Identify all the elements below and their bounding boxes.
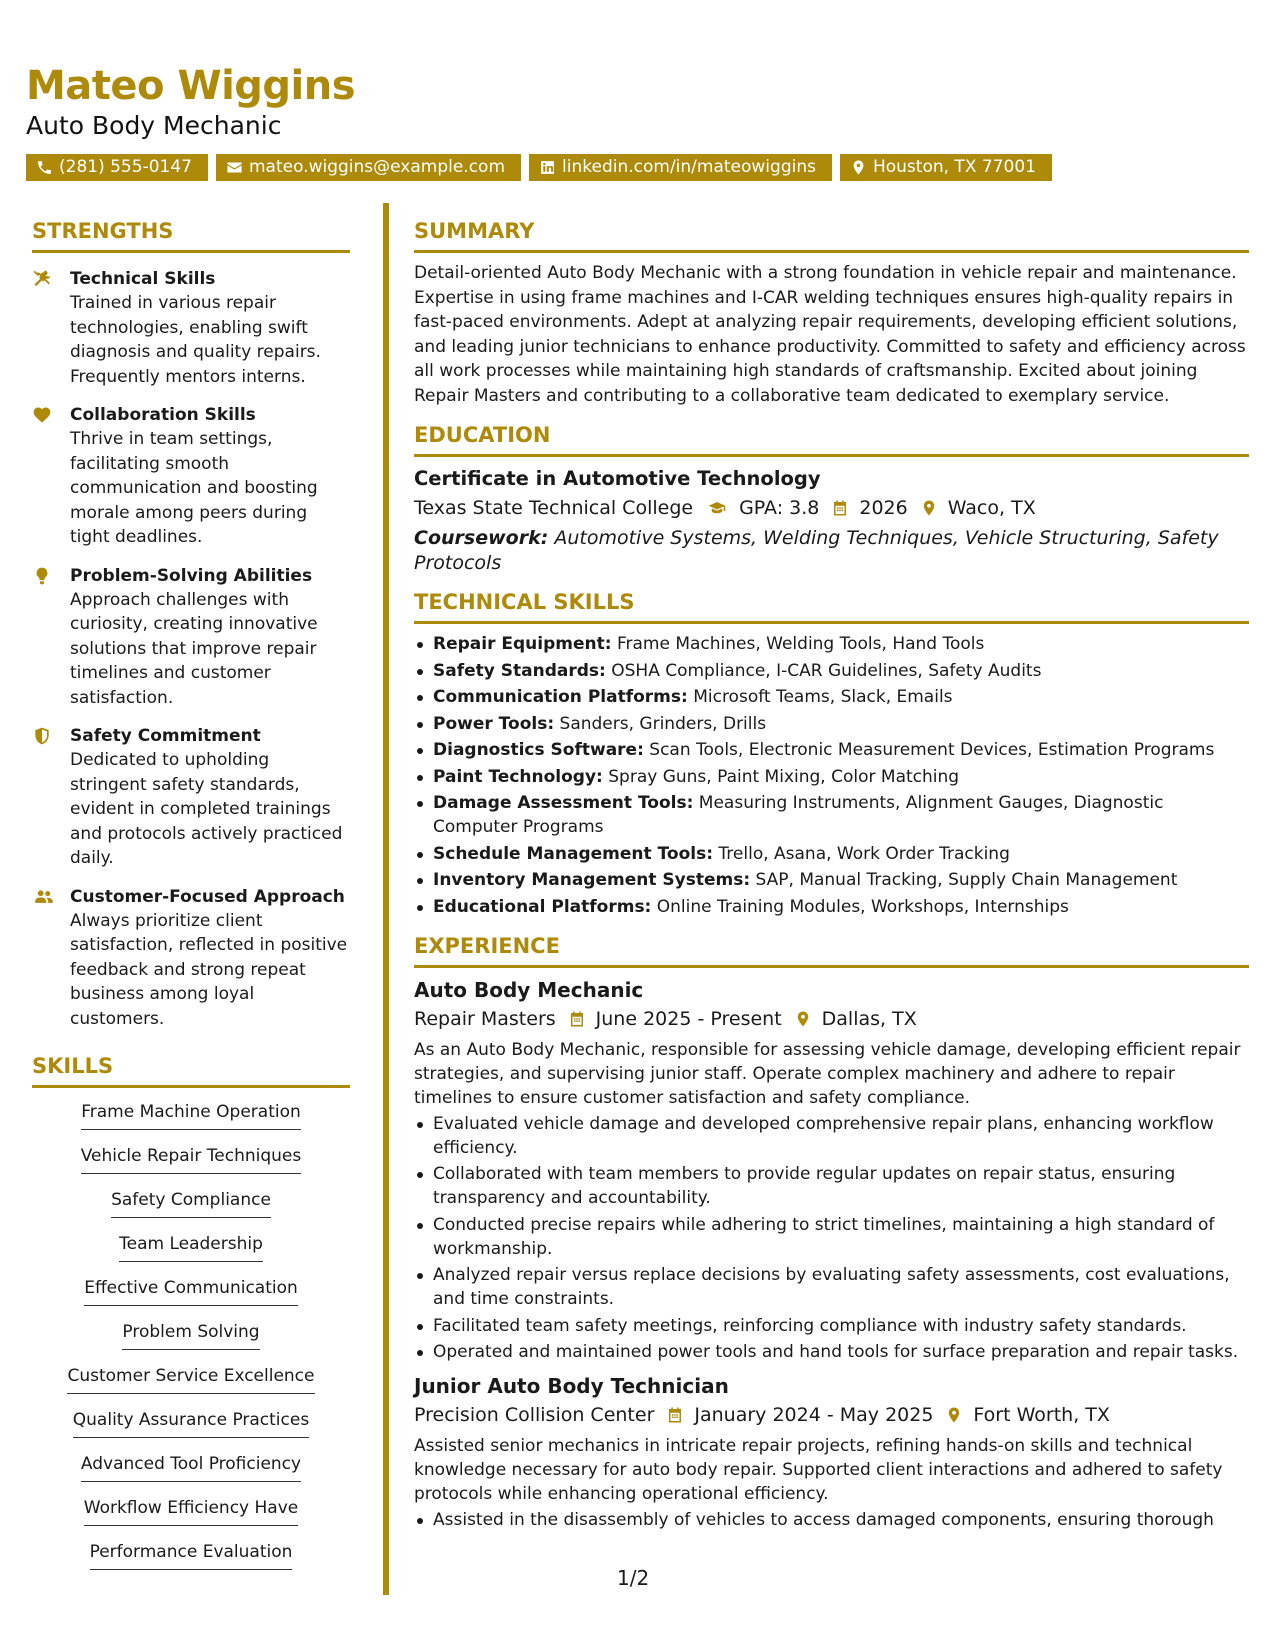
contact-location-text: Houston, TX 77001	[872, 157, 1036, 177]
job-meta	[414, 1400, 1249, 1430]
contact-location	[840, 154, 1052, 181]
contact-email-text: mateo.wiggins@example.com	[248, 157, 506, 177]
job-meta	[414, 1004, 1249, 1034]
school-name-text: Texas State Technical College	[414, 497, 694, 519]
left-column	[32, 218, 350, 1584]
strengths-section	[32, 218, 350, 1031]
skill-tag: Frame Machine Operation	[81, 1100, 301, 1130]
coursework-label: Coursework:	[414, 527, 549, 549]
tech-label: Educational Platforms:	[433, 896, 652, 917]
job-bullets	[414, 1508, 1249, 1532]
graduation-year	[831, 493, 907, 523]
list-item: Assisted in the disassembly of vehicles to access damaged components, ensuring thorough	[414, 1508, 1249, 1532]
skill-tag: Problem Solving	[122, 1320, 259, 1350]
job-description: Assisted senior mechanics in intricate repair projects, refining hands-on skills and technical knowledge necessary for auto body repair. Supported client interactions and adhered to safety protocols while enhancing operational efficiency.	[414, 1436, 1223, 1504]
contact-linkedin-text: linkedin.com/in/mateowiggins	[562, 157, 816, 177]
linkedin-icon	[539, 159, 556, 176]
calendar-icon	[568, 1010, 586, 1028]
strength-title: Customer-Focused Approach	[70, 886, 345, 907]
job-dates	[568, 1004, 782, 1034]
tech-value: Microsoft Teams, Slack, Emails	[693, 687, 953, 707]
list-item	[414, 632, 1249, 656]
resume-header	[26, 62, 1256, 181]
contact-linkedin[interactable]	[529, 154, 832, 181]
tech-value: Trello, Asana, Work Order Tracking	[718, 843, 1010, 864]
users-icon	[32, 887, 56, 907]
tools-icon	[32, 269, 52, 289]
job-bullets	[414, 1112, 1249, 1365]
skills-section	[32, 1053, 350, 1584]
job-entry	[414, 976, 1249, 1365]
company-name	[414, 1400, 654, 1430]
tech-value: Online Training Modules, Workshops, Internships	[656, 896, 1069, 917]
list-item	[414, 738, 1249, 762]
column-divider	[383, 203, 389, 1595]
list-item: Conducted precise repairs while adhering to strict timelines, maintaining a high standard of workmanship.	[414, 1213, 1249, 1261]
strengths-heading: STRENGTHS	[32, 218, 350, 253]
company-text: Precision Collision Center	[414, 1404, 655, 1426]
skills-list	[32, 1100, 350, 1584]
candidate-name: Mateo Wiggins	[26, 63, 356, 109]
strength-item	[32, 564, 350, 711]
list-item	[414, 842, 1249, 866]
tech-label: Schedule Management Tools:	[433, 843, 713, 864]
tech-label: Power Tools:	[433, 713, 555, 734]
job-location	[794, 1004, 917, 1034]
experience-section	[414, 933, 1249, 1533]
strength-title: Safety Commitment	[70, 726, 261, 746]
skill-tag: Safety Compliance	[111, 1188, 271, 1218]
degree-title: Certificate in Automotive Technology	[414, 467, 821, 490]
envelope-icon	[226, 159, 243, 176]
strength-desc: Thrive in team settings, facilitating smooth communication and boosting morale among peers during tight deadlines.	[70, 429, 318, 547]
list-item	[414, 685, 1249, 709]
skill-tag: Team Leadership	[119, 1232, 263, 1262]
tech-value: Scan Tools, Electronic Measurement Devices, Estimation Programs	[649, 740, 1215, 760]
contact-bar	[26, 154, 1256, 181]
list-item	[414, 765, 1249, 789]
coursework-text: Automotive Systems, Welding Techniques, Vehicle Structuring, Safety Protocols	[414, 527, 1219, 574]
tech-label: Repair Equipment:	[433, 634, 612, 654]
page-number: 1/2	[617, 1566, 650, 1590]
list-item: Evaluated vehicle damage and developed comprehensive repair plans, enhancing workflow efficiency.	[414, 1112, 1249, 1160]
strength-item	[32, 267, 350, 389]
strength-title: Collaboration Skills	[70, 405, 256, 425]
list-item: Facilitated team safety meetings, reinforcing compliance with industry safety standards.	[414, 1314, 1249, 1338]
list-item	[414, 712, 1249, 736]
calendar-icon	[666, 1406, 684, 1424]
calendar-icon	[831, 499, 849, 517]
job-dates	[666, 1400, 933, 1430]
list-item	[414, 895, 1249, 919]
job-title: Junior Auto Body Technician	[414, 1374, 729, 1398]
education-meta	[414, 493, 1249, 523]
education-section	[414, 422, 1249, 575]
school-location	[920, 493, 1036, 523]
technical-skills-heading: TECHNICAL SKILLS	[414, 589, 1249, 624]
technical-skills-section	[414, 589, 1249, 919]
list-item	[414, 868, 1249, 892]
strength-title: Technical Skills	[70, 269, 216, 289]
strength-item	[32, 724, 350, 871]
skill-tag: Workflow Efficiency Have	[84, 1496, 298, 1526]
skill-tag: Vehicle Repair Techniques	[81, 1144, 302, 1174]
list-item: Collaborated with team members to provide regular updates on repair status, ensuring transparency and accountability.	[414, 1162, 1249, 1210]
map-pin-icon	[850, 159, 867, 176]
strength-desc: Approach challenges with curiosity, creating innovative solutions that improve repair timelines and customer satisfaction.	[70, 589, 318, 708]
education-heading: EDUCATION	[414, 422, 1249, 457]
tech-value: Sanders, Grinders, Drills	[559, 713, 767, 734]
tech-value: Spray Guns, Paint Mixing, Color Matching	[608, 766, 960, 787]
strength-desc: Always prioritize client satisfaction, reflected in positive feedback and strong repeat business among loyal customers.	[70, 910, 348, 1029]
location-text: Dallas, TX	[821, 1007, 917, 1030]
job-description: As an Auto Body Mechanic, responsible for assessing vehicle damage, developing efficient repair strategies, and supervising junior staff. Operate complex machinery and adhere to repair timelines to ensure customer satisfaction and safety compliance.	[414, 1039, 1241, 1108]
map-pin-icon	[920, 499, 938, 517]
map-pin-icon	[794, 1010, 812, 1028]
skill-tag: Customer Service Excellence	[67, 1364, 314, 1394]
coursework	[414, 526, 1249, 575]
list-item	[414, 791, 1249, 839]
tech-value: Measuring Instruments, Alignment Gauges, Diagnostic Computer Programs	[433, 793, 1164, 837]
contact-phone-text: (281) 555-0147	[59, 157, 192, 177]
location-text: Waco, TX	[947, 497, 1036, 519]
strength-desc: Trained in various repair technologies, enabling swift diagnosis and quality repairs. Frequently mentors interns.	[70, 293, 321, 387]
gpa-text: GPA: 3.8	[739, 497, 820, 519]
right-column	[414, 218, 1249, 1535]
strength-title: Problem-Solving Abilities	[70, 565, 313, 586]
tech-value: OSHA Compliance, I-CAR Guidelines, Safety Audits	[611, 660, 1042, 681]
shield-icon	[32, 726, 52, 746]
strength-item	[32, 403, 350, 550]
strength-desc: Dedicated to upholding stringent safety standards, evident in completed trainings and protocols actively practiced daily.	[70, 750, 343, 868]
tech-label: Safety Standards:	[433, 660, 606, 681]
list-item	[414, 659, 1249, 683]
skill-tag: Effective Communication	[84, 1276, 298, 1306]
company-text: Repair Masters	[414, 1007, 556, 1030]
skill-tag: Advanced Tool Proficiency	[81, 1452, 301, 1482]
company-name	[414, 1004, 556, 1034]
skills-heading: SKILLS	[32, 1053, 350, 1088]
summary-heading: SUMMARY	[414, 218, 1249, 253]
contact-phone[interactable]	[26, 154, 208, 181]
year-text: 2026	[859, 497, 908, 519]
summary-section	[414, 218, 1249, 408]
dates-text: January 2024 - May 2025	[694, 1404, 934, 1426]
lightbulb-icon	[32, 566, 52, 586]
tech-label: Diagnostics Software:	[433, 740, 644, 760]
skill-tag: Performance Evaluation	[90, 1540, 293, 1570]
tech-value: SAP, Manual Tracking, Supply Chain Management	[755, 870, 1178, 890]
heart-icon	[32, 405, 52, 425]
graduation-cap-icon	[705, 499, 729, 517]
job-entry	[414, 1372, 1249, 1532]
list-item: Operated and maintained power tools and hand tools for surface preparation and repair tasks.	[414, 1340, 1249, 1364]
tech-label: Communication Platforms:	[433, 687, 688, 707]
technical-skills-list	[414, 632, 1249, 919]
job-location	[945, 1400, 1109, 1430]
school-name	[414, 493, 693, 523]
strength-item	[32, 885, 350, 1032]
summary-text: Detail-oriented Auto Body Mechanic with a strong foundation in vehicle repair and maintenance. Expertise in using frame machines and I-CAR welding techniques ensures high-quality repairs in fast-paced environments. Adept at analyzing repair requirements, developing efficient solutions, and leading junior technicians to enhance productivity. Committed to safety and efficiency across all work processes while maintaining high standards of craftsmanship. Excited about joining Repair Masters and contributing to a collaborative team dedicated to exemplary service.	[414, 263, 1246, 406]
location-text: Fort Worth, TX	[973, 1404, 1110, 1426]
gpa	[705, 493, 819, 523]
tech-value: Frame Machines, Welding Tools, Hand Tools	[616, 634, 985, 654]
candidate-title: Auto Body Mechanic	[26, 111, 282, 140]
list-item: Analyzed repair versus replace decisions by evaluating safety assessments, cost evaluations, and time constraints.	[414, 1263, 1249, 1311]
phone-icon	[36, 159, 53, 176]
tech-label: Inventory Management Systems:	[433, 870, 751, 890]
map-pin-icon	[945, 1406, 963, 1424]
tech-label: Damage Assessment Tools:	[433, 793, 694, 813]
dates-text: June 2025 - Present	[595, 1007, 782, 1030]
job-title: Auto Body Mechanic	[414, 977, 644, 1002]
tech-label: Paint Technology:	[433, 766, 603, 787]
experience-heading: EXPERIENCE	[414, 933, 1249, 968]
skill-tag: Quality Assurance Practices	[73, 1408, 309, 1438]
contact-email[interactable]	[216, 154, 521, 181]
